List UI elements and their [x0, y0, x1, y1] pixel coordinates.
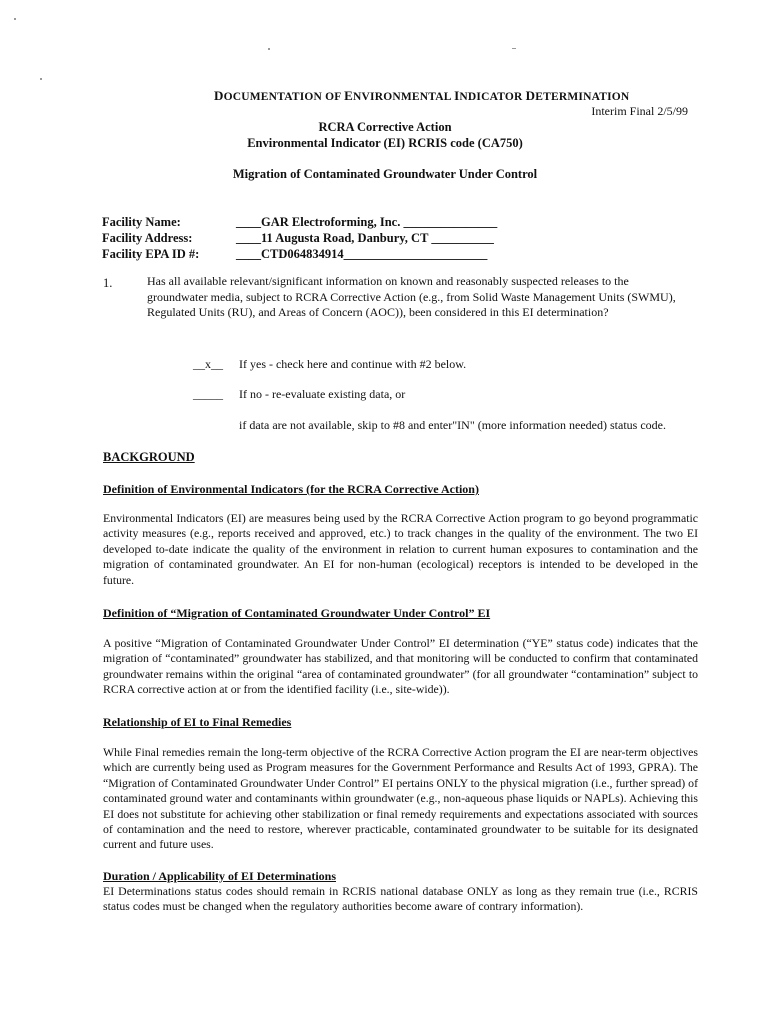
background-heading: BACKGROUND [103, 450, 195, 464]
facility-address-label: Facility Address: [102, 231, 193, 245]
question-text: Has all available relevant/significant information on known and reasonably suspected releases to the groundwater media, subject to RCRA Corrective Action (e.g., from Solid Waste Management Units (SWMU), Regulated Units (RU), and Areas of Concern (AOC)), been considered in this EI determination? [147, 274, 676, 319]
scan-speck [512, 48, 516, 49]
title-part: DETERMINATION [525, 88, 630, 103]
yes-option-text: If yes - check here and continue with #2 below. [239, 357, 467, 371]
title-part: INDICATOR [454, 88, 526, 103]
in-option-text: if data are not available, skip to #8 and enter"IN" (more information needed) status code. [239, 418, 666, 432]
document-title [214, 88, 629, 104]
yes-checkmark: __x__ [193, 357, 223, 371]
title-part: ENVIRONMENTAL [344, 88, 455, 103]
facility-epa-label: Facility EPA ID #: [102, 247, 200, 261]
duration-paragraph: EI Determinations status codes should remain in RCRIS national database ONLY as long as they remain true (i.e., RCRIS status codes must be changed when the regulatory authorities become aware of contrary information). [103, 884, 698, 914]
subject-line: Migration of Contaminated Groundwater Under Control [232, 167, 538, 181]
scan-speck [268, 48, 270, 50]
def-ei-paragraph: Environmental Indicators (EI) are measures being used by the RCRA Corrective Action program to go beyond programmatic activity measures (e.g., reports received and approved, etc.) to track changes in the quality of the environment. The two EI developed to-date indicate the quality of the environment in relation to current human exposures to contamination and the migration of contaminated groundwater. An EI for non-human (ecological) receptors is intended to be developed in the future. [103, 511, 698, 587]
no-option-text: If no - re-evaluate existing data, or [239, 387, 406, 401]
def-migration-heading: Definition of “Migration of Contaminated Groundwater Under Control” EI [103, 606, 491, 620]
def-migration-paragraph: A positive “Migration of Contaminated Groundwater Under Control” EI determination (“YE” status code) indicates that the migration of “contaminated” groundwater has stabilized, and that monitoring will be conducted to confirm that contaminated groundwater remains within the original “area of contaminated groundwater” (for all groundwater “contamination” subject to RCRA corrective action at or from the identified facility (i.e., site-wide)). [103, 636, 698, 697]
facility-name-label: Facility Name: [102, 215, 181, 229]
relationship-heading: Relationship of EI to Final Remedies [103, 715, 292, 729]
interim-date: Interim Final 2/5/99 [591, 104, 688, 118]
program-line: RCRA Corrective Action [318, 120, 452, 134]
def-ei-heading: Definition of Environmental Indicators (for the RCRA Corrective Action) [103, 482, 479, 496]
indicator-line: Environmental Indicator (EI) RCRIS code (CA750) [247, 136, 523, 150]
title-part: DOCUMENTATION OF [214, 88, 345, 103]
facility-name-value: ____GAR Electroforming, Inc. _______________ [236, 215, 498, 229]
facility-epa-value: ____CTD064834914_______________________ [236, 247, 488, 261]
scan-speck [14, 18, 16, 20]
scan-speck [40, 78, 42, 80]
duration-heading: Duration / Applicability of EI Determinations [103, 869, 337, 883]
facility-address-value: ____11 Augusta Road, Danbury, CT __________ [236, 231, 494, 245]
no-checkmark: _____ [193, 387, 223, 401]
relationship-paragraph: While Final remedies remain the long-term objective of the RCRA Corrective Action program the EI are near-term objectives which are currently being used as Program measures for the Government Performance and Results Act of 1993, GPRA). The “Migration of Contaminated Groundwater Under Control” EI pertains ONLY to the physical migration (i.e., further spread) of contaminated ground water and contaminants within groundwater (e.g., non-aqueous phase liquids or NAPLs). Achieving this EI does not substitute for achieving other stabilization or final remedy requirements and expectations associated with sources of contamination and the need to restore, wherever practicable, contaminated groundwater to be suitable for its designated current and future uses. [103, 745, 698, 852]
question-number: 1. [103, 276, 113, 290]
